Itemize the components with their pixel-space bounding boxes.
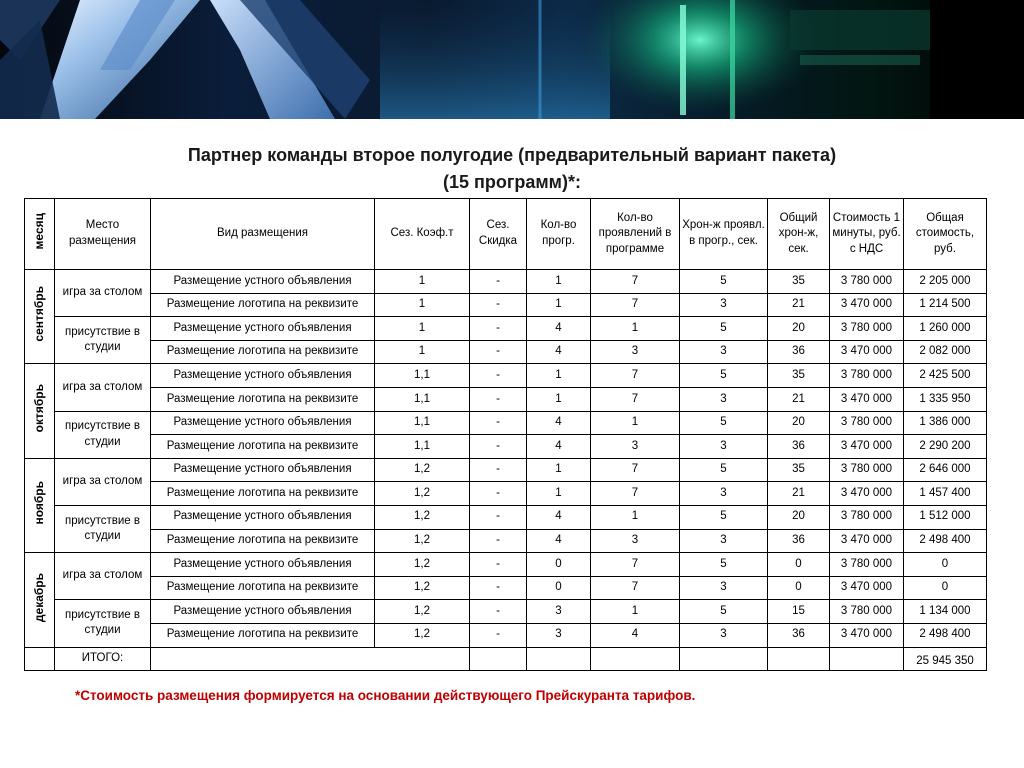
total-timing-cell: 0 (768, 576, 830, 600)
price-cell: 3 780 000 (830, 458, 904, 482)
total-empty-cell (527, 647, 591, 670)
price-cell: 3 470 000 (830, 576, 904, 600)
coef-cell: 1,2 (375, 623, 470, 647)
placement-type-cell: Размещение логотипа на реквизите (151, 576, 375, 600)
discount-cell: - (470, 600, 527, 624)
coef-cell: 1,2 (375, 600, 470, 624)
total-empty-cell (768, 647, 830, 670)
timing-cell: 5 (680, 317, 768, 341)
coef-cell: 1 (375, 340, 470, 364)
appearances-cell: 7 (591, 293, 680, 317)
total-cost-cell: 2 425 500 (904, 364, 987, 388)
price-cell: 3 780 000 (830, 600, 904, 624)
appearances-cell: 3 (591, 340, 680, 364)
programs-cell: 4 (527, 505, 591, 529)
appearances-cell: 1 (591, 317, 680, 341)
price-cell: 3 470 000 (830, 387, 904, 411)
coef-cell: 1,1 (375, 411, 470, 435)
total-cost-cell: 2 646 000 (904, 458, 987, 482)
discount-cell: - (470, 623, 527, 647)
total-timing-cell: 21 (768, 482, 830, 506)
placement-type-cell: Размещение устного объявления (151, 317, 375, 341)
placement-type-cell: Размещение логотипа на реквизите (151, 529, 375, 553)
table-row (25, 482, 987, 506)
timing-cell: 3 (680, 340, 768, 364)
placement-type-cell: Размещение устного объявления (151, 600, 375, 624)
programs-cell: 3 (527, 623, 591, 647)
timing-cell: 5 (680, 600, 768, 624)
coef-cell: 1 (375, 270, 470, 294)
placement-location-cell: игра за столом (55, 458, 151, 505)
placement-type-cell: Размещение устного объявления (151, 553, 375, 577)
total-cost-cell: 1 386 000 (904, 411, 987, 435)
appearances-cell: 1 (591, 411, 680, 435)
discount-cell: - (470, 505, 527, 529)
total-timing-cell: 20 (768, 317, 830, 341)
appearances-cell: 3 (591, 529, 680, 553)
price-cell: 3 470 000 (830, 529, 904, 553)
price-cell: 3 780 000 (830, 411, 904, 435)
total-empty-cell (151, 647, 470, 670)
page-title: Партнер команды второе полугодие (предварительный вариант пакета) (187, 145, 837, 165)
total-timing-cell: 36 (768, 623, 830, 647)
placement-type-cell: Размещение логотипа на реквизите (151, 482, 375, 506)
total-timing-cell: 36 (768, 340, 830, 364)
discount-cell: - (470, 529, 527, 553)
table-row (25, 387, 987, 411)
table-row (25, 458, 987, 482)
placement-type-cell: Размещение логотипа на реквизите (151, 623, 375, 647)
appearances-cell: 7 (591, 387, 680, 411)
coef-cell: 1,1 (375, 387, 470, 411)
programs-cell: 1 (527, 364, 591, 388)
column-header-type: Вид размещения (151, 199, 375, 270)
placement-location-cell: игра за столом (55, 270, 151, 317)
placement-type-cell: Размещение устного объявления (151, 364, 375, 388)
total-cost-cell: 1 512 000 (904, 505, 987, 529)
total-empty-cell (470, 647, 527, 670)
timing-cell: 5 (680, 458, 768, 482)
placement-type-cell: Размещение логотипа на реквизите (151, 293, 375, 317)
total-timing-cell: 35 (768, 458, 830, 482)
appearances-cell: 1 (591, 505, 680, 529)
coef-cell: 1,2 (375, 529, 470, 553)
total-cost-cell: 2 498 400 (904, 623, 987, 647)
table-row (25, 317, 987, 341)
appearances-cell: 7 (591, 270, 680, 294)
programs-cell: 4 (527, 340, 591, 364)
header-banner (0, 0, 1024, 119)
price-cell: 3 470 000 (830, 482, 904, 506)
table-row (25, 411, 987, 435)
price-cell: 3 470 000 (830, 435, 904, 459)
appearances-cell: 3 (591, 435, 680, 459)
total-label: ИТОГО: (55, 647, 151, 670)
total-empty-cell (680, 647, 768, 670)
table-row (25, 576, 987, 600)
programs-cell: 1 (527, 482, 591, 506)
placement-type-cell: Размещение логотипа на реквизите (151, 435, 375, 459)
placement-type-cell: Размещение устного объявления (151, 458, 375, 482)
total-timing-cell: 36 (768, 529, 830, 553)
programs-cell: 1 (527, 293, 591, 317)
placement-type-cell: Размещение логотипа на реквизите (151, 387, 375, 411)
column-header-month: месяц (25, 199, 55, 270)
total-timing-cell: 0 (768, 553, 830, 577)
programs-cell: 3 (527, 600, 591, 624)
coef-cell: 1,1 (375, 435, 470, 459)
appearances-cell: 7 (591, 576, 680, 600)
column-header-discount: Сез. Скидка (470, 199, 527, 270)
month-cell: сентябрь (25, 270, 55, 364)
timing-cell: 3 (680, 576, 768, 600)
month-cell: декабрь (25, 553, 55, 647)
placement-location-cell: присутствие в студии (55, 600, 151, 647)
coef-cell: 1,2 (375, 482, 470, 506)
total-timing-cell: 35 (768, 364, 830, 388)
discount-cell: - (470, 293, 527, 317)
total-timing-cell: 21 (768, 387, 830, 411)
placement-type-cell: Размещение логотипа на реквизите (151, 340, 375, 364)
price-table (24, 198, 987, 671)
table-row (25, 364, 987, 388)
timing-cell: 3 (680, 435, 768, 459)
total-cost-cell: 1 260 000 (904, 317, 987, 341)
coef-cell: 1,2 (375, 553, 470, 577)
total-cost-cell: 2 082 000 (904, 340, 987, 364)
timing-cell: 3 (680, 482, 768, 506)
total-timing-cell: 15 (768, 600, 830, 624)
total-timing-cell: 21 (768, 293, 830, 317)
timing-cell: 3 (680, 293, 768, 317)
total-cost-cell: 0 (904, 553, 987, 577)
appearances-cell: 7 (591, 458, 680, 482)
table-row (25, 293, 987, 317)
total-value: 25 945 350 (904, 647, 987, 670)
column-header-total-cost: Общая стоимость, руб. (904, 199, 987, 270)
discount-cell: - (470, 482, 527, 506)
appearances-cell: 7 (591, 482, 680, 506)
coef-cell: 1,2 (375, 576, 470, 600)
placement-type-cell: Размещение устного объявления (151, 505, 375, 529)
programs-cell: 1 (527, 387, 591, 411)
appearances-cell: 1 (591, 600, 680, 624)
discount-cell: - (470, 576, 527, 600)
timing-cell: 5 (680, 505, 768, 529)
total-row (25, 647, 987, 670)
banner-graphic (0, 0, 1024, 119)
total-timing-cell: 36 (768, 435, 830, 459)
total-empty-cell (25, 647, 55, 670)
total-cost-cell: 1 335 950 (904, 387, 987, 411)
month-cell: ноябрь (25, 458, 55, 552)
table-row (25, 600, 987, 624)
timing-cell: 3 (680, 387, 768, 411)
timing-cell: 3 (680, 623, 768, 647)
placement-type-cell: Размещение устного объявления (151, 411, 375, 435)
coef-cell: 1,2 (375, 505, 470, 529)
total-cost-cell: 2 205 000 (904, 270, 987, 294)
price-cell: 3 780 000 (830, 270, 904, 294)
total-cost-cell: 1 134 000 (904, 600, 987, 624)
programs-cell: 0 (527, 553, 591, 577)
column-header-price: Стоимость 1 минуты, руб. с НДС (830, 199, 904, 270)
column-header-appearances: Кол-во проявлений в программе (591, 199, 680, 270)
coef-cell: 1,2 (375, 458, 470, 482)
price-cell: 3 780 000 (830, 553, 904, 577)
programs-cell: 4 (527, 435, 591, 459)
timing-cell: 5 (680, 553, 768, 577)
table-row (25, 270, 987, 294)
discount-cell: - (470, 411, 527, 435)
price-cell: 3 470 000 (830, 340, 904, 364)
total-cost-cell: 2 290 200 (904, 435, 987, 459)
column-header-total-timing: Общий хрон-ж, сек. (768, 199, 830, 270)
appearances-cell: 7 (591, 553, 680, 577)
programs-cell: 0 (527, 576, 591, 600)
appearances-cell: 7 (591, 364, 680, 388)
timing-cell: 5 (680, 270, 768, 294)
coef-cell: 1 (375, 293, 470, 317)
timing-cell: 5 (680, 411, 768, 435)
placement-location-cell: присутствие в студии (55, 411, 151, 458)
programs-cell: 1 (527, 458, 591, 482)
placement-location-cell: присутствие в студии (55, 505, 151, 552)
programs-cell: 1 (527, 270, 591, 294)
coef-cell: 1,1 (375, 364, 470, 388)
discount-cell: - (470, 458, 527, 482)
table-row (25, 529, 987, 553)
placement-type-cell: Размещение устного объявления (151, 270, 375, 294)
timing-cell: 3 (680, 529, 768, 553)
price-cell: 3 470 000 (830, 293, 904, 317)
placement-location-cell: игра за столом (55, 364, 151, 411)
column-header-place: Место размещения (55, 199, 151, 270)
column-header-coef: Сез. Коэф.т (375, 199, 470, 270)
total-timing-cell: 20 (768, 411, 830, 435)
table-row (25, 505, 987, 529)
total-empty-cell (830, 647, 904, 670)
discount-cell: - (470, 317, 527, 341)
column-header-timing: Хрон-ж проявл. в прогр., сек. (680, 199, 768, 270)
price-cell: 3 780 000 (830, 364, 904, 388)
placement-location-cell: игра за столом (55, 553, 151, 600)
total-cost-cell: 0 (904, 576, 987, 600)
programs-cell: 4 (527, 411, 591, 435)
table-row (25, 435, 987, 459)
discount-cell: - (470, 340, 527, 364)
appearances-cell: 4 (591, 623, 680, 647)
table-row (25, 623, 987, 647)
price-cell: 3 470 000 (830, 623, 904, 647)
month-cell: октябрь (25, 364, 55, 458)
programs-cell: 4 (527, 529, 591, 553)
discount-cell: - (470, 435, 527, 459)
header-row (25, 199, 987, 270)
price-cell: 3 780 000 (830, 505, 904, 529)
column-header-programs: Кол-во прогр. (527, 199, 591, 270)
timing-cell: 5 (680, 364, 768, 388)
placement-location-cell: присутствие в студии (55, 317, 151, 364)
total-cost-cell: 1 214 500 (904, 293, 987, 317)
table-row (25, 340, 987, 364)
discount-cell: - (470, 270, 527, 294)
table-body (25, 270, 987, 671)
total-empty-cell (591, 647, 680, 670)
discount-cell: - (470, 387, 527, 411)
footnote: *Стоимость размещения формируется на основании действующего Прейскуранта тарифов. (75, 688, 696, 703)
total-cost-cell: 2 498 400 (904, 529, 987, 553)
total-timing-cell: 20 (768, 505, 830, 529)
discount-cell: - (470, 364, 527, 388)
coef-cell: 1 (375, 317, 470, 341)
total-timing-cell: 35 (768, 270, 830, 294)
total-cost-cell: 1 457 400 (904, 482, 987, 506)
programs-cell: 4 (527, 317, 591, 341)
table-row (25, 553, 987, 577)
price-cell: 3 780 000 (830, 317, 904, 341)
page-subtitle: (15 программ)*: (442, 172, 581, 192)
discount-cell: - (470, 553, 527, 577)
